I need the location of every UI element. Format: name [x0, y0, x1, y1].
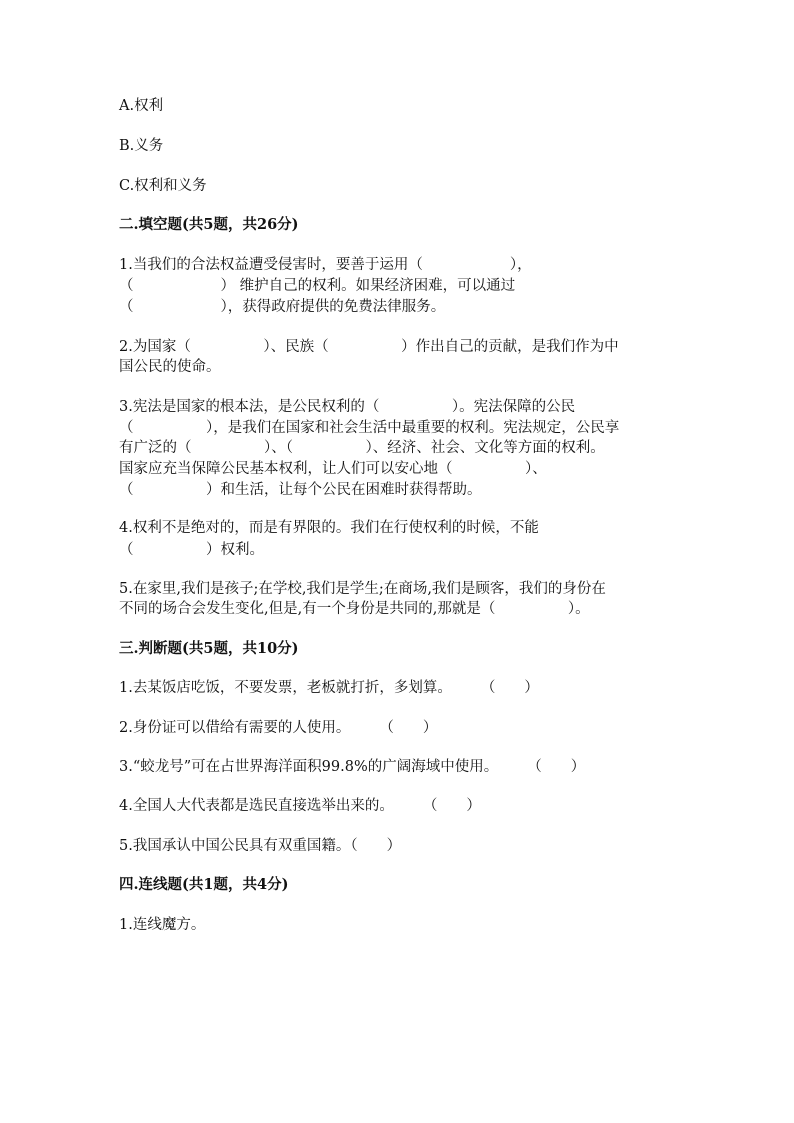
judge-q1: 1.去某饭店吃饭，不要发票，老板就打折，多划算。 （ ） [119, 680, 539, 696]
option-a: A.权利 [119, 98, 164, 114]
section-heading-fill-blank: 二.填空题(共5题，共26分) [119, 216, 299, 233]
option-c: C.权利和义务 [119, 178, 207, 194]
judge-q2: 2.身份证可以借给有需要的人使用。 （ ） [119, 720, 438, 736]
section-heading-true-false: 三.判断题(共5题，共10分) [119, 640, 299, 657]
fill-q2-line2: 国公民的使命。 [119, 359, 221, 375]
matching-q1: 1.连线魔方。 [119, 917, 206, 933]
option-b: B.义务 [119, 138, 164, 154]
judge-q4: 4.全国人大代表都是选民直接选举出来的。 （ ） [119, 798, 481, 814]
judge-q5: 5.我国承认中国公民具有双重国籍。（ ） [119, 838, 402, 854]
fill-q1-line3: （ ），获得政府提供的免费法律服务。 [119, 299, 446, 315]
fill-q5-line1: 5.在家里,我们是孩子;在学校,我们是学生;在商场,我们是顾客，我们的身份在 [119, 581, 606, 597]
section-heading-matching: 四.连线题(共1题，共4分) [119, 876, 289, 893]
fill-q4-line1: 4.权利不是绝对的，而是有界限的。我们在行使权利的时候，不能 [119, 520, 539, 536]
fill-q1-line2: （ ） 维护自己的权利。如果经济困难，可以通过 [119, 278, 516, 294]
fill-q2-line1: 2.为国家（ ）、民族（ ）作出自己的贡献，是我们作为中 [119, 339, 619, 355]
judge-q3: 3.“蛟龙号”可在占世界海洋面积99.8%的广阔海域中使用。 （ ） [119, 759, 586, 775]
fill-q3-line4: 国家应充当保障公民基本权利，让人们可以安心地（ ）、 [119, 461, 547, 477]
fill-q3-line2: （ ），是我们在国家和社会生活中最重要的权利。宪法规定，公民享 [119, 420, 620, 436]
fill-q5-line2: 不同的场合会发生变化,但是,有一个身份是共同的,那就是（ ）。 [119, 601, 590, 617]
fill-q1-line1: 1.当我们的合法权益遭受侵害时，要善于运用（ ）， [119, 257, 532, 273]
fill-q3-line3: 有广泛的（ ）、（ ）、经济、社会、文化等方面的权利。 [119, 440, 605, 456]
fill-q3-line1: 3.宪法是国家的根本法，是公民权利的（ ）。宪法保障的公民 [119, 399, 576, 415]
fill-q4-line2: （ ）权利。 [119, 542, 264, 558]
fill-q3-line5: （ ）和生活，让每个公民在困难时获得帮助。 [119, 482, 482, 498]
